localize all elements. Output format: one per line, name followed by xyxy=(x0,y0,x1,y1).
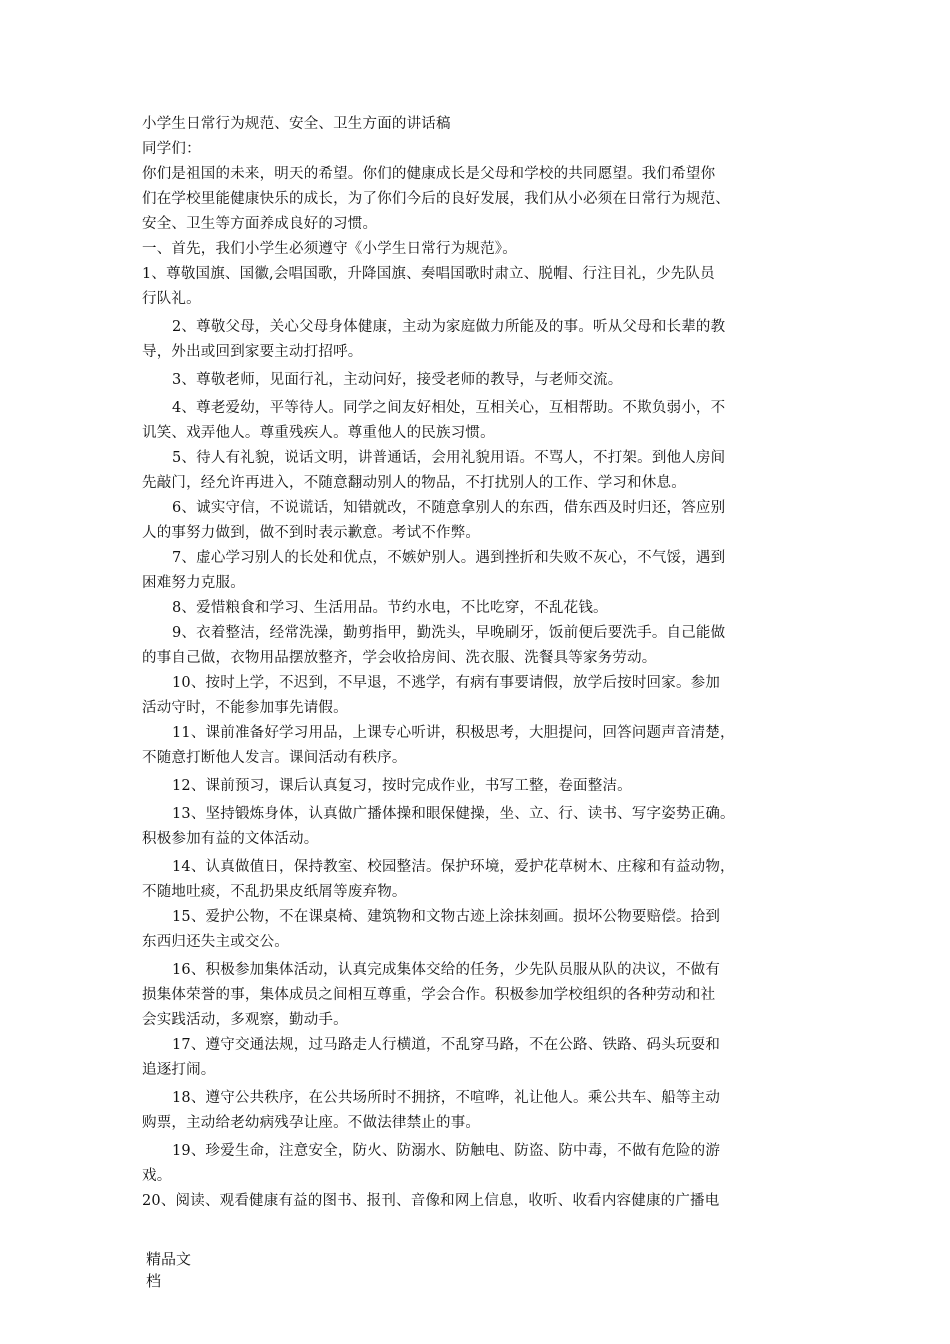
rule-line: 困难努力克服。 xyxy=(142,575,245,591)
intro-line: 们在学校里能健康快乐的成长，为了你们今后的良好发展，我们从小必须在日常行为规范、 xyxy=(142,191,730,207)
rule-line: 活动守时，不能参加事先请假。 xyxy=(142,700,348,716)
intro-line: 你们是祖国的未来，明天的希望。你们的健康成长是父母和学校的共同愿望。我们希望你 xyxy=(142,166,716,182)
rule-item-5 xyxy=(142,446,832,496)
rule-item-18 xyxy=(142,1086,832,1136)
rule-line: 3、尊敬老师，见面行礼，主动问好，接受老师的教导，与老师交流。 xyxy=(172,372,623,388)
rule-line: 人的事努力做到，做不到时表示歉意。考试不作弊。 xyxy=(142,525,481,541)
rule-item-7 xyxy=(142,546,832,596)
rule-line: 13、坚持锻炼身体，认真做广播体操和眼保健操，坐、立、行、读书、写字姿势正确。 xyxy=(172,806,735,822)
rule-line: 的事自己做，衣物用品摆放整齐，学会收拾房间、洗衣服、洗餐具等家务劳动。 xyxy=(142,650,657,666)
rule-line: 戏。 xyxy=(142,1168,172,1184)
rule-line: 损集体荣誉的事，集体成员之间相互尊重，学会合作。积极参加学校组织的各种劳动和社 xyxy=(142,987,716,1003)
rule-item-6 xyxy=(142,496,832,546)
rule-line: 16、积极参加集体活动，认真完成集体交给的任务，少先队员服从队的决议，不做有 xyxy=(172,962,721,978)
rule-line: 14、认真做值日，保持教室、校园整洁。保护环境，爱护花草树木、庄稼和有益动物， xyxy=(172,859,735,875)
document-title: 小学生日常行为规范、安全、卫生方面的讲话稿 xyxy=(142,116,451,132)
rule-item-10 xyxy=(142,671,832,721)
rule-item-20: 20、阅读、观看健康有益的图书、报刊、音像和网上信息，收听、收看内容健康的广播电 xyxy=(142,1193,720,1209)
footer-line: 精品文 xyxy=(146,1250,192,1268)
rule-item-3 xyxy=(142,368,832,393)
rule-line: 1、尊敬国旗、国徽,会唱国歌，升降国旗、奏唱国歌时肃立、脱帽、行注目礼，少先队员 xyxy=(142,266,715,282)
rule-line: 积极参加有益的文体活动。 xyxy=(142,831,319,847)
rule-item-1 xyxy=(142,262,832,312)
footer-line: 档 xyxy=(146,1272,162,1290)
rule-line: 追逐打闹。 xyxy=(142,1062,216,1078)
rule-line: 9、衣着整洁，经常洗澡，勤剪指甲，勤洗头，早晚刷牙，饭前便后要洗手。自己能做 xyxy=(172,625,726,641)
rule-line: 讥笑、戏弄他人。尊重残疾人。尊重他人的民族习惯。 xyxy=(142,425,495,441)
rule-line: 4、尊老爱幼，平等待人。同学之间友好相处，互相关心，互相帮助。不欺负弱小，不 xyxy=(172,400,726,416)
rule-line: 6、诚实守信，不说谎话，知错就改，不随意拿别人的东西，借东西及时归还，答应别 xyxy=(172,500,726,516)
rule-line: 5、待人有礼貌，说话文明，讲普通话，会用礼貌用语。不骂人，不打架。到他人房间 xyxy=(172,450,726,466)
rule-item-19 xyxy=(142,1139,832,1189)
section-heading: 一、首先，我们小学生必须遵守《小学生日常行为规范》。 xyxy=(142,241,517,257)
rule-item-13 xyxy=(142,802,832,852)
rule-line: 7、虚心学习别人的长处和优点，不嫉妒别人。遇到挫折和失败不灰心，不气馁，遇到 xyxy=(172,550,726,566)
greeting: 同学们： xyxy=(142,141,201,157)
rule-line: 10、按时上学，不迟到，不早退，不逃学，有病有事要请假，放学后按时回家。参加 xyxy=(172,675,721,691)
rule-line: 不随地吐痰，不乱扔果皮纸屑等废弃物。 xyxy=(142,884,407,900)
rule-item-17 xyxy=(142,1033,832,1083)
rule-line: 12、课前预习，课后认真复习，按时完成作业，书写工整，卷面整洁。 xyxy=(172,778,632,794)
rule-line: 先敲门，经允许再进入，不随意翻动别人的物品，不打扰别人的工作、学习和休息。 xyxy=(142,475,686,491)
rule-line: 17、遵守交通法规，过马路走人行横道，不乱穿马路，不在公路、铁路、码头玩耍和 xyxy=(172,1037,721,1053)
rule-line: 购票，主动给老幼病残孕让座。不做法律禁止的事。 xyxy=(142,1115,481,1131)
footer-watermark xyxy=(146,1248,226,1292)
rule-item-15 xyxy=(142,905,832,955)
rule-item-2 xyxy=(142,315,832,365)
rule-item-12 xyxy=(142,774,832,799)
intro-line: 安全、卫生等方面养成良好的习惯。 xyxy=(142,216,378,232)
rule-line: 19、珍爱生命，注意安全，防火、防溺水、防触电、防盗、防中毒，不做有危险的游 xyxy=(172,1143,721,1159)
rule-line: 18、遵守公共秩序，在公共场所时不拥挤，不喧哗，礼让他人。乘公共车、船等主动 xyxy=(172,1090,721,1106)
rule-line: 东西归还失主或交公。 xyxy=(142,934,289,950)
rule-item-16 xyxy=(142,958,832,1033)
rule-line: 不随意打断他人发言。课间活动有秩序。 xyxy=(142,750,407,766)
document-body xyxy=(142,112,832,1214)
rule-line: 15、爱护公物，不在课桌椅、建筑物和文物古迹上涂抹刻画。损坏公物要赔偿。拾到 xyxy=(172,909,721,925)
rule-item-8 xyxy=(142,596,832,621)
rule-line: 2、尊敬父母，关心父母身体健康，主动为家庭做力所能及的事。听从父母和长辈的教 xyxy=(172,319,726,335)
rule-line: 导，外出或回到家要主动打招呼。 xyxy=(142,344,363,360)
rule-line: 行队礼。 xyxy=(142,291,201,307)
rule-item-4 xyxy=(142,396,832,446)
rule-line: 11、课前准备好学习用品，上课专心听讲，积极思考，大胆提问，回答问题声音清楚， xyxy=(172,725,735,741)
rule-item-14 xyxy=(142,855,832,905)
rule-item-11 xyxy=(142,721,832,771)
rule-line: 会实践活动，多观察，勤动手。 xyxy=(142,1012,348,1028)
intro-paragraph xyxy=(142,162,832,237)
rule-item-9 xyxy=(142,621,832,671)
rule-line: 8、爱惜粮食和学习、生活用品。节约水电，不比吃穿，不乱花钱。 xyxy=(172,600,608,616)
